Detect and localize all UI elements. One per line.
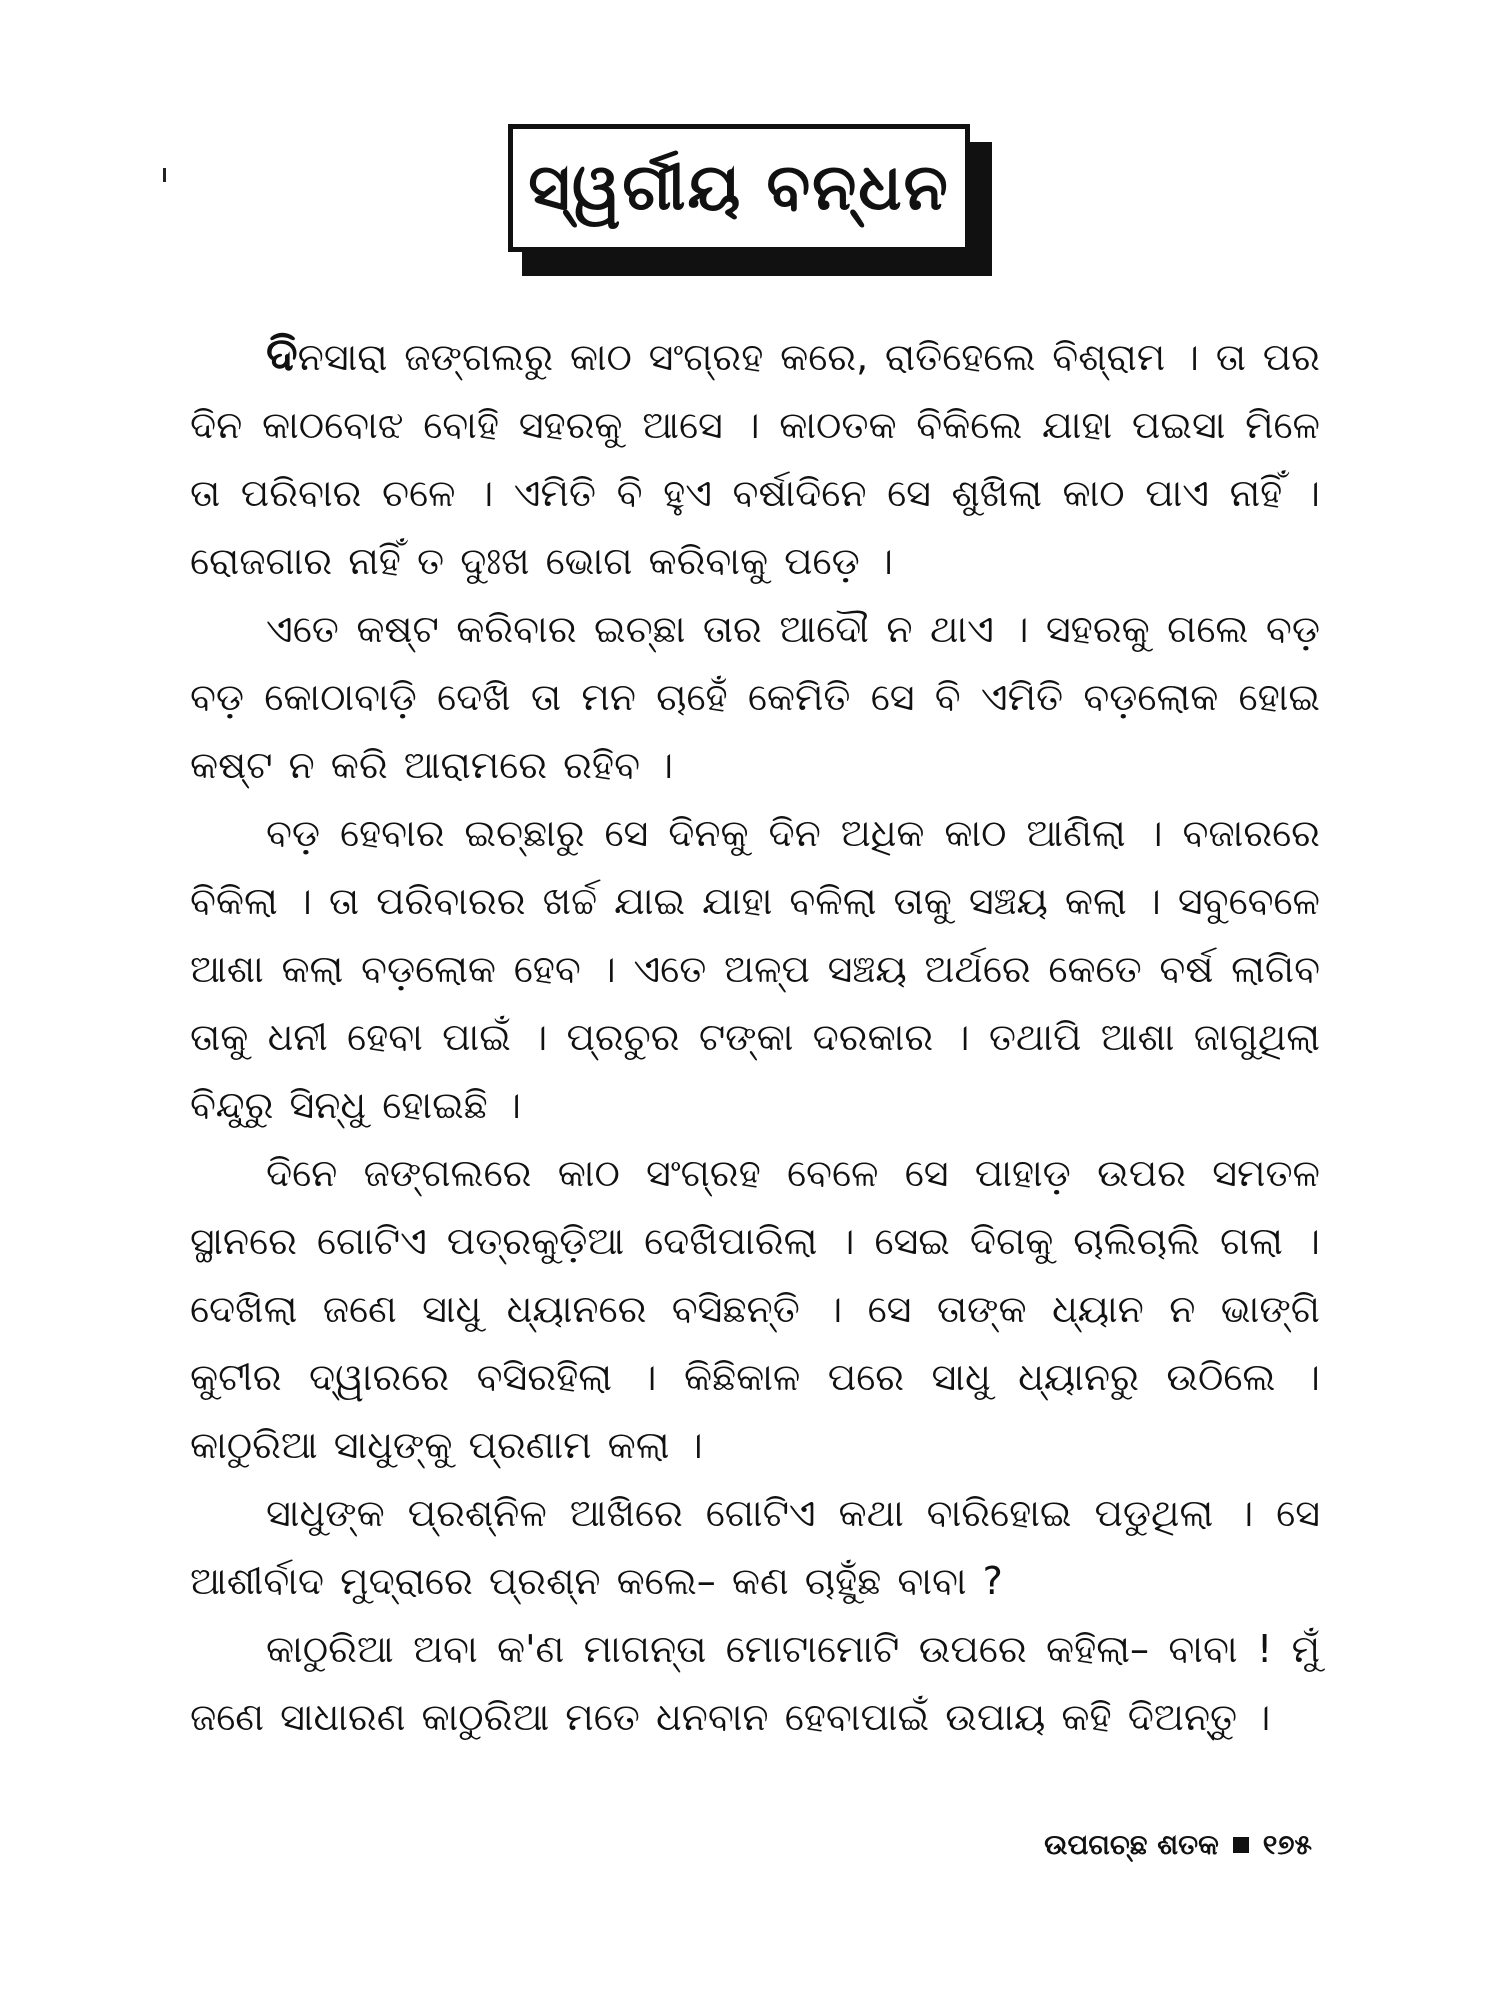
paragraph-6: କାଠୁରିଆ ଅବା କ'ଣ ମାଗନ୍ତା ମୋଟାମୋଟି ଉପରେ କହିଲା– ବାବା ! ମୁଁ ଜଣେ ସାଧାରଣ କାଠୁରିଆ ମତେ ଧନବାନ ହେବାପାଇଁ ଉପାୟ କହି ଦିଅନ୍ତୁ ।: [190, 1627, 1320, 1739]
margin-mark: [163, 168, 166, 182]
paragraph-1: [190, 320, 1320, 595]
page-footer: [1044, 1828, 1312, 1862]
title-box: [508, 124, 970, 252]
story-body: [190, 320, 1320, 1751]
square-bullet-icon: [1233, 1837, 1249, 1853]
title-frame: [508, 124, 998, 280]
dropcap: ଦି: [266, 327, 298, 381]
paragraph-1-text: ନସାରା ଜଙ୍ଗଲରୁ କାଠ ସଂଗ୍ରହ କରେ, ରାତିହେଲେ ବିଶ୍ରାମ । ତା ପର ଦିନ କାଠବୋଝ ବୋହି ସହରକୁ ଆସେ । କାଠତକ ବିକିଲେ ଯାହା ପଇସା ମିଳେ ତା ପରିବାର ଚଳେ । ଏମିତି ବି ହୁଏ ବର୍ଷାଦିନେ ସେ ଶୁଖିଲା କାଠ ପାଏ ନାହିଁ । ରୋଜଗାର ନାହିଁ ତ ଦୁଃଖ ଭୋଗ କରିବାକୁ ପଡ଼େ ।: [190, 335, 1320, 583]
paragraph-5: ସାଧୁଙ୍କ ପ୍ରଶ୍ନିଳ ଆଖିରେ ଗୋଟିଏ କଥା ବାରିହୋଇ ପଡୁଥିଲା । ସେ ଆଶୀର୍ବାଦ ମୁଦ୍ରାରେ ପ୍ରଶ୍ନ କଲେ– କଣ ଚାହୁଁଛ ବାବା ?: [190, 1491, 1320, 1603]
paragraph-3: ବଡ଼ ହେବାର ଇଚ୍ଛାରୁ ସେ ଦିନକୁ ଦିନ ଅଧିକ କାଠ ଆଣିଲା । ବଜାରରେ ବିକିଲା । ତା ପରିବାରର ଖର୍ଚ୍ଚ ଯାଇ ଯାହା ବଳିଲା ତାକୁ ସଞ୍ଚୟ କଲା । ସବୁବେଳେ ଆଶା କଲା ବଡ଼ଲୋକ ହେବ । ଏତେ ଅଳ୍ପ ସଞ୍ଚୟ ଅର୍ଥରେ କେତେ ବର୍ଷ ଲାଗିବ ତାକୁ ଧନୀ ହେବା ପାଇଁ । ପ୍ରଚୁର ଟଙ୍କା ଦରକାର । ତଥାପି ଆଶା ଜାଗୁଥିଲା ବିନ୍ଦୁରୁ ସିନ୍ଧୁ ହୋଇଛି ।: [190, 811, 1320, 1127]
book-title: ଉପଗଚ୍ଛ ଶତକ: [1044, 1828, 1219, 1861]
paragraph-4: ଦିନେ ଜଙ୍ଗଲରେ କାଠ ସଂଗ୍ରହ ବେଳେ ସେ ପାହାଡ଼ ଉପର ସମତଳ ସ୍ଥାନରେ ଗୋଟିଏ ପତ୍ରକୁଡ଼ିଆ ଦେଖିପାରିଲା । ସେଇ ଦିଗକୁ ଚାଲିଚାଲି ଗଲା । ଦେଖିଲା ଜଣେ ସାଧୁ ଧ୍ୟାନରେ ବସିଛନ୍ତି । ସେ ତାଙ୍କ ଧ୍ୟାନ ନ ଭାଙ୍ଗି କୁଟୀର ଦ୍ୱାରରେ ବସିରହିଲା । କିଛିକାଳ ପରେ ସାଧୁ ଧ୍ୟାନରୁ ଉଠିଲେ । କାଠୁରିଆ ସାଧୁଙ୍କୁ ପ୍ରଣାମ କଲା ।: [190, 1151, 1320, 1467]
story-title: ସ୍ୱର୍ଗୀୟ ବନ୍ଧନ: [528, 151, 950, 225]
page-number: ୧୭୫: [1262, 1828, 1312, 1861]
paragraph-2: ଏତେ କଷ୍ଟ କରିବାର ଇଚ୍ଛା ତାର ଆଦୌ ନ ଥାଏ । ସହରକୁ ଗଲେ ବଡ଼ ବଡ଼ କୋଠାବାଡ଼ି ଦେଖି ତା ମନ ଚାହେଁ କେମିତି ସେ ବି ଏମିତି ବଡ଼ଲୋକ ହୋଇ କଷ୍ଟ ନ କରି ଆରାମରେ ରହିବ ।: [190, 607, 1320, 787]
